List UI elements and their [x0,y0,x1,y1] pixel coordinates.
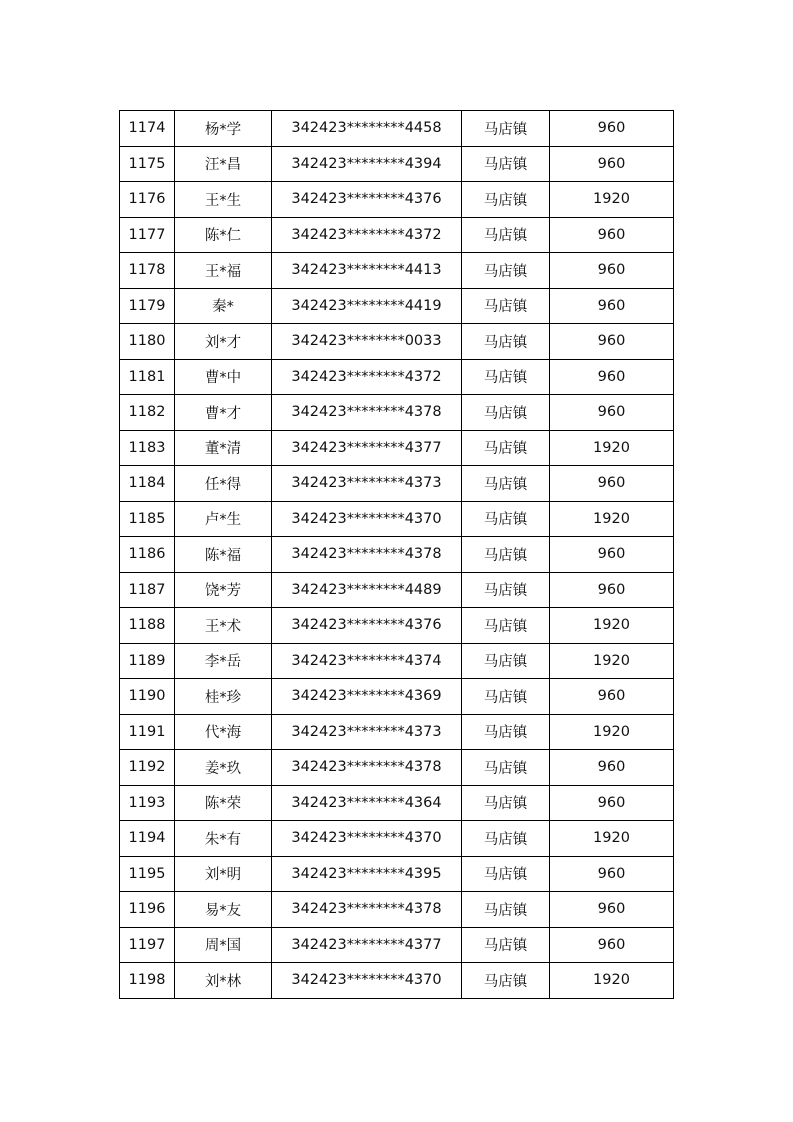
table-row [120,288,674,324]
id-number-cell: 342423********4364 [272,785,462,821]
town-cell: 马店镇 [462,750,550,786]
table-row [120,643,674,679]
table-row [120,324,674,360]
row-number-cell: 1188 [120,608,175,644]
town-cell: 马店镇 [462,501,550,537]
row-number-cell: 1193 [120,785,175,821]
id-number-cell: 342423********4376 [272,608,462,644]
id-number-cell: 342423********4372 [272,359,462,395]
name-cell: 陈*福 [175,537,272,573]
amount-cell: 960 [550,927,674,963]
id-number-cell: 342423********4394 [272,146,462,182]
name-cell: 桂*珍 [175,679,272,715]
amount-cell: 1920 [550,963,674,999]
id-number-cell: 342423********4369 [272,679,462,715]
town-cell: 马店镇 [462,856,550,892]
amount-cell: 960 [550,750,674,786]
id-number-cell: 342423********0033 [272,324,462,360]
amount-cell: 1920 [550,430,674,466]
table-row [120,253,674,289]
id-number-cell: 342423********4374 [272,643,462,679]
amount-cell: 960 [550,288,674,324]
id-number-cell: 342423********4370 [272,821,462,857]
amount-cell: 1920 [550,714,674,750]
town-cell: 马店镇 [462,359,550,395]
table-row [120,714,674,750]
town-cell: 马店镇 [462,430,550,466]
table-row [120,537,674,573]
amount-cell: 960 [550,856,674,892]
row-number-cell: 1184 [120,466,175,502]
amount-cell: 1920 [550,643,674,679]
row-number-cell: 1186 [120,537,175,573]
row-number-cell: 1174 [120,111,175,147]
id-number-cell: 342423********4370 [272,963,462,999]
table-row [120,430,674,466]
name-cell: 朱*有 [175,821,272,857]
row-number-cell: 1178 [120,253,175,289]
amount-cell: 1920 [550,182,674,218]
name-cell: 刘*林 [175,963,272,999]
amount-cell: 960 [550,253,674,289]
town-cell: 马店镇 [462,927,550,963]
row-number-cell: 1183 [120,430,175,466]
table-row [120,785,674,821]
name-cell: 易*友 [175,892,272,928]
table-row [120,750,674,786]
table-row [120,821,674,857]
id-number-cell: 342423********4378 [272,395,462,431]
id-number-cell: 342423********4458 [272,111,462,147]
name-cell: 汪*昌 [175,146,272,182]
town-cell: 马店镇 [462,146,550,182]
name-cell: 李*岳 [175,643,272,679]
row-number-cell: 1181 [120,359,175,395]
table-row [120,182,674,218]
town-cell: 马店镇 [462,679,550,715]
row-number-cell: 1175 [120,146,175,182]
name-cell: 秦* [175,288,272,324]
town-cell: 马店镇 [462,111,550,147]
id-number-cell: 342423********4489 [272,572,462,608]
amount-cell: 1920 [550,608,674,644]
amount-cell: 960 [550,572,674,608]
name-cell: 陈*荣 [175,785,272,821]
town-cell: 马店镇 [462,608,550,644]
row-number-cell: 1194 [120,821,175,857]
amount-cell: 960 [550,785,674,821]
table-row [120,217,674,253]
row-number-cell: 1192 [120,750,175,786]
id-number-cell: 342423********4378 [272,750,462,786]
row-number-cell: 1189 [120,643,175,679]
id-number-cell: 342423********4373 [272,714,462,750]
row-number-cell: 1187 [120,572,175,608]
amount-cell: 960 [550,324,674,360]
row-number-cell: 1179 [120,288,175,324]
amount-cell: 960 [550,217,674,253]
id-number-cell: 342423********4378 [272,892,462,928]
name-cell: 杨*学 [175,111,272,147]
amount-cell: 960 [550,146,674,182]
table-row [120,359,674,395]
id-number-cell: 342423********4377 [272,430,462,466]
row-number-cell: 1197 [120,927,175,963]
id-number-cell: 342423********4373 [272,466,462,502]
id-number-cell: 342423********4376 [272,182,462,218]
table-row [120,927,674,963]
name-cell: 代*海 [175,714,272,750]
town-cell: 马店镇 [462,892,550,928]
table-row [120,892,674,928]
name-cell: 曹*中 [175,359,272,395]
name-cell: 董*清 [175,430,272,466]
table-row [120,679,674,715]
name-cell: 王*术 [175,608,272,644]
town-cell: 马店镇 [462,253,550,289]
table-row [120,572,674,608]
amount-cell: 960 [550,679,674,715]
id-number-cell: 342423********4370 [272,501,462,537]
id-number-cell: 342423********4395 [272,856,462,892]
row-number-cell: 1185 [120,501,175,537]
id-number-cell: 342423********4372 [272,217,462,253]
town-cell: 马店镇 [462,643,550,679]
table-row [120,466,674,502]
name-cell: 卢*生 [175,501,272,537]
amount-cell: 960 [550,359,674,395]
amount-cell: 960 [550,537,674,573]
town-cell: 马店镇 [462,821,550,857]
town-cell: 马店镇 [462,288,550,324]
town-cell: 马店镇 [462,395,550,431]
town-cell: 马店镇 [462,572,550,608]
name-cell: 刘*才 [175,324,272,360]
amount-cell: 960 [550,466,674,502]
amount-cell: 960 [550,892,674,928]
name-cell: 王*生 [175,182,272,218]
name-cell: 刘*明 [175,856,272,892]
row-number-cell: 1176 [120,182,175,218]
row-number-cell: 1191 [120,714,175,750]
name-cell: 曹*才 [175,395,272,431]
table-row [120,395,674,431]
name-cell: 王*福 [175,253,272,289]
name-cell: 饶*芳 [175,572,272,608]
amount-cell: 960 [550,111,674,147]
name-cell: 周*国 [175,927,272,963]
row-number-cell: 1195 [120,856,175,892]
id-number-cell: 342423********4419 [272,288,462,324]
row-number-cell: 1182 [120,395,175,431]
row-number-cell: 1177 [120,217,175,253]
table-row [120,608,674,644]
table-row [120,501,674,537]
table-row [120,963,674,999]
town-cell: 马店镇 [462,466,550,502]
town-cell: 马店镇 [462,182,550,218]
row-number-cell: 1196 [120,892,175,928]
row-number-cell: 1198 [120,963,175,999]
row-number-cell: 1180 [120,324,175,360]
table-row [120,111,674,147]
town-cell: 马店镇 [462,537,550,573]
amount-cell: 1920 [550,821,674,857]
town-cell: 马店镇 [462,963,550,999]
amount-cell: 960 [550,395,674,431]
name-cell: 任*得 [175,466,272,502]
name-cell: 姜*玖 [175,750,272,786]
town-cell: 马店镇 [462,785,550,821]
id-number-cell: 342423********4378 [272,537,462,573]
table-row [120,856,674,892]
town-cell: 马店镇 [462,217,550,253]
id-number-cell: 342423********4413 [272,253,462,289]
town-cell: 马店镇 [462,324,550,360]
roster-table [119,110,674,999]
roster-table-body [120,111,674,999]
amount-cell: 1920 [550,501,674,537]
name-cell: 陈*仁 [175,217,272,253]
town-cell: 马店镇 [462,714,550,750]
table-row [120,146,674,182]
id-number-cell: 342423********4377 [272,927,462,963]
row-number-cell: 1190 [120,679,175,715]
